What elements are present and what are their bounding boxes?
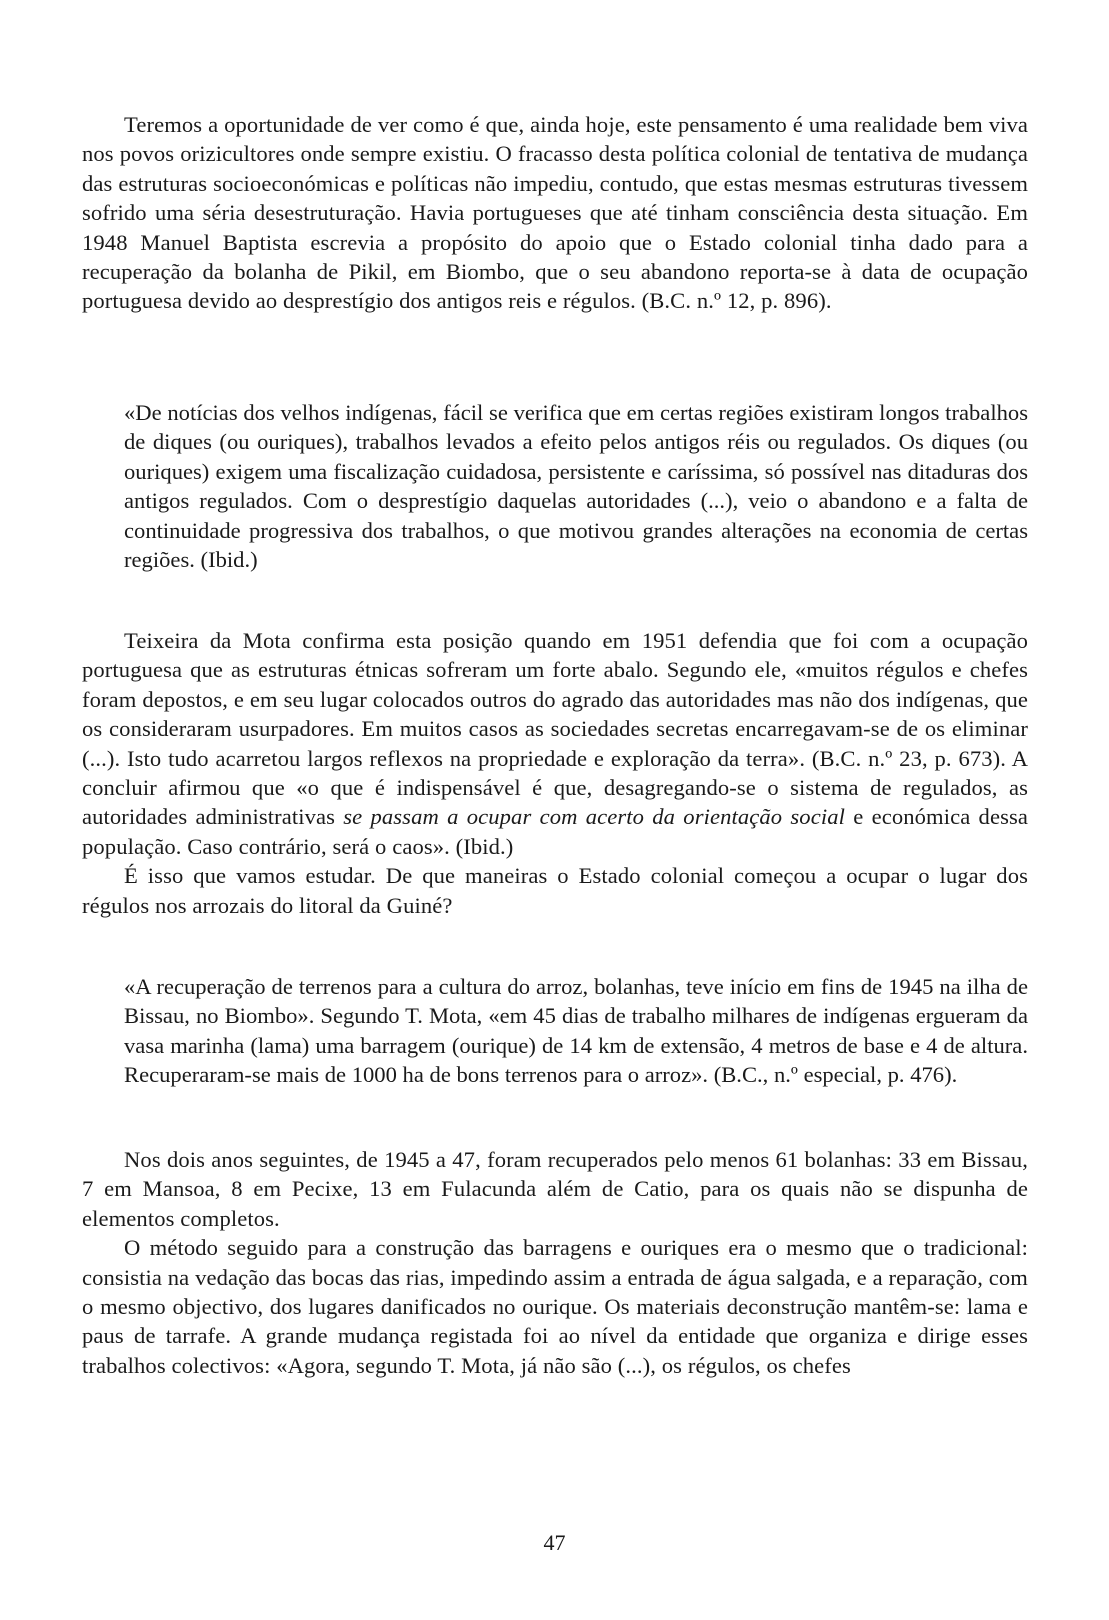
page-number: 47 — [543, 1530, 566, 1555]
paragraph-2-text — [82, 626, 1028, 861]
paragraph-1 — [82, 110, 1028, 316]
quotation-2-text: «A recuperação de terrenos para a cultura do arroz, bolanhas, teve início em fins de 1945 na ilha de Bissau, no Biombo». Segundo T. Mota, «em 45 dias de trabalho milhares de indígenas ergueram da vasa marinha (lama) uma barragem (ourique) de 14 km de extensão, 4 metros de base e 4 de altura. Recuperaram-se mais de 1000 ha de bons terrenos para o arroz». (B.C., n.º especial, p. 476). — [124, 974, 1028, 1088]
paragraph-2 — [82, 626, 1028, 920]
paragraph-5-text: O método seguido para a construção das barragens e ouriques era o mesmo que o tradicional: consistia na vedação das bocas das rias, impedindo assim a entrada de água salgada, e a reparação, com o mesmo objectivo, dos lugares danificados no ourique. Os materiais deconstrução mantêm-se: lama e paus de tarrafe. A grande mudança registada foi ao nível da entidade que organiza e dirige esses trabalhos colectivos: «Agora, segundo T. Mota, já não são (...), os régulos, os chefes — [82, 1235, 1028, 1378]
quotation-1-text: «De notícias dos velhos indígenas, fácil se verifica que em certas regiões existiram longos trabalhos de diques (ou ouriques), trabalhos levados a efeito pelos antigos réis ou regulados. Os diques (ou ouriques) exigem uma fiscalização cuidadosa, persistente e caríssima, só possível nas ditaduras dos antigos regulados. Com o desprestígio daquelas autoridades (...), veio o abandono e a falta de continuidade progressiva dos trabalhos, o que motivou grandes alterações na economia de certas regiões. (Ibid.) — [124, 400, 1028, 573]
paragraph-2-part-a: Teixeira da Mota confirma esta posição quando em 1951 defendia que foi com a ocupação portuguesa que as estruturas étnicas sofreram um forte abalo. Segundo ele, «muitos régulos e chefes foram depostos, e em seu lugar colocados outros do agrado das autoridades mas não dos indígenas, que os consideraram usurpadores. Em muitos casos as sociedades secretas encarregavam-se de os eliminar (...). Isto tudo acarretou largos reflexos na propriedade e exploração da terra». (B.C. n.º 23, p. 673). A concluir afirmou que «o que é indispensável é que, desagregando-se o sistema de regulados, as autoridades administrativas — [82, 628, 1028, 830]
paragraph-4-text: Nos dois anos seguintes, de 1945 a 47, foram recuperados pelo menos 61 bolanhas: 33 em Bissau, 7 em Mansoa, 8 em Pecixe, 13 em Fulacunda além de Catio, para os quais não se dispunha de elementos completos. — [82, 1147, 1028, 1231]
paragraph-2-part-b: e económica dessa população. Caso contrário, será o caos». (Ibid.) — [82, 804, 1028, 859]
paragraph-1-text: Teremos a oportunidade de ver como é que, ainda hoje, este pensamento é uma realidade bem viva nos povos orizicultores onde sempre existiu. O fracasso desta política colonial de tentativa de mudança das estruturas socioeconómicas e políticas não impediu, contudo, que estas mesmas estruturas tivessem sofrido uma séria desestruturação. Havia portugueses que até tinham consciência desta situação. Em 1948 Manuel Baptista escrevia a propósito do apoio que o Estado colonial tinha dado para a recuperação da bolanha de Pikil, em Biombo, que o seu abandono reporta-se à data de ocupação portuguesa devido ao desprestígio dos antigos reis e régulos. (B.C. n.º 12, p. 896). — [82, 112, 1028, 314]
paragraph-2-italic: se passam a ocupar com acerto da orientação social — [343, 804, 845, 830]
paragraph-4 — [82, 1145, 1028, 1380]
quotation-2 — [124, 972, 1028, 1090]
paragraph-3-text: É isso que vamos estudar. De que maneiras o Estado colonial começou a ocupar o lugar dos régulos nos arrozais do litoral da Guiné? — [82, 863, 1028, 918]
quotation-1 — [124, 398, 1028, 574]
